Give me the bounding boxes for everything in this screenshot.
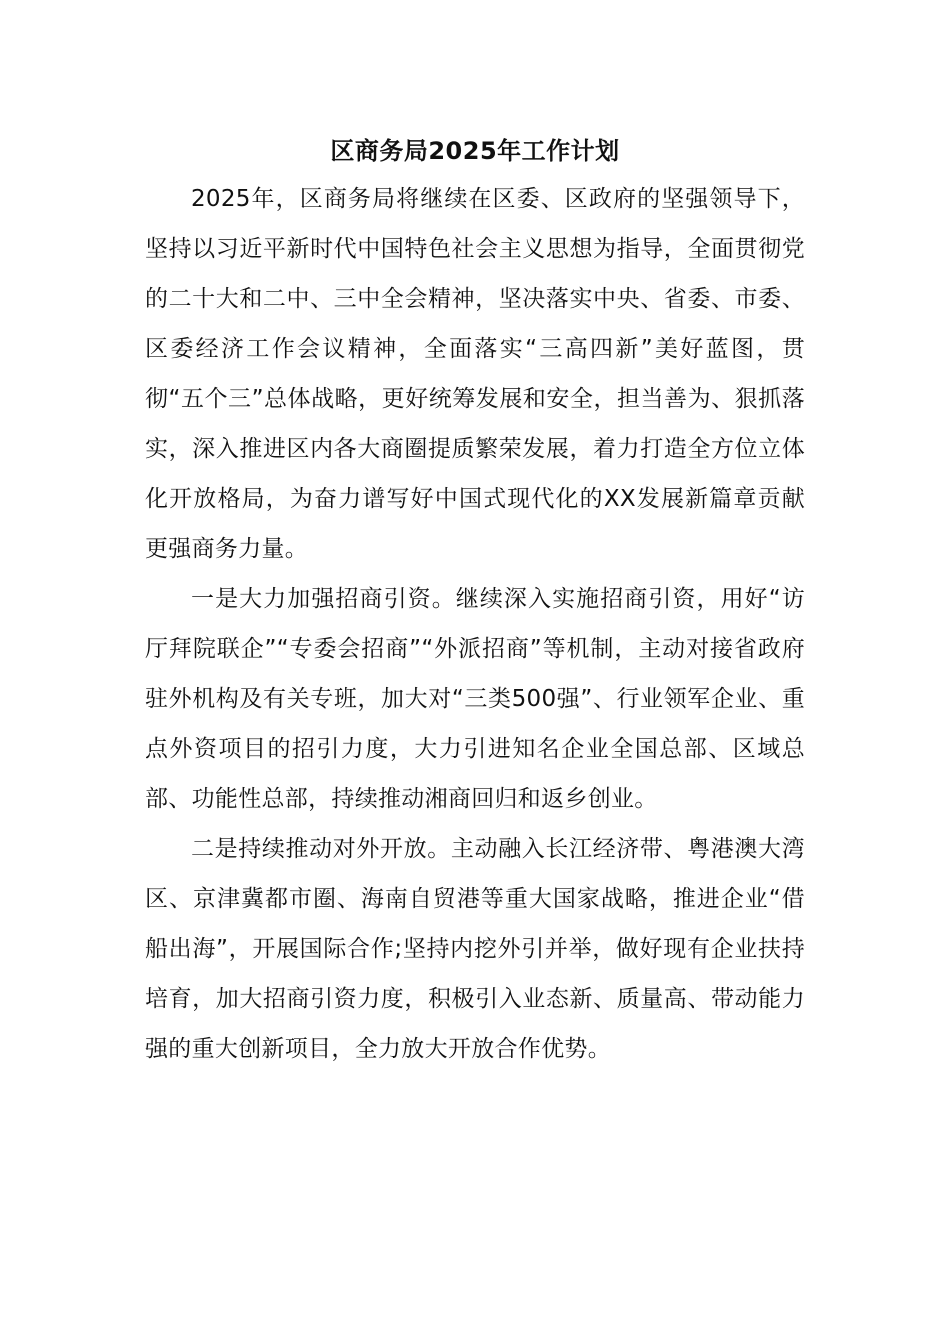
document-title: 区商务局2025年工作计划	[330, 137, 620, 165]
paragraph-intro: 2025年，区商务局将继续在区委、区政府的坚强领导下，坚持以习近平新时代中国特色社会主义思想为指导，全面贯彻党的二十大和二中、三中全会精神，坚决落实中央、省委、市委、区委经济工作会议精神，全面落实“三高四新”美好蓝图，贯彻“五个三”总体战略，更好统筹发展和安全，担当善为、狠抓落实，深入推进区内各大商圈提质繁荣发展，着力打造全方位立体化开放格局，为奋力谱写好中国式现代化的XX发展新篇章贡献更强商务力量。	[145, 186, 805, 562]
paragraph-opening-up: 二是持续推动对外开放。主动融入长江经济带、粤港澳大湾区、京津冀都市圈、海南自贸港等重大国家战略，推进企业“借船出海”，开展国际合作;坚持内挖外引并举，做好现有企业扶持培育，加大招商引资力度，积极引入业态新、质量高、带动能力强的重大创新项目，全力放大开放合作优势。	[145, 836, 805, 1062]
paragraph-investment: 一是大力加强招商引资。继续深入实施招商引资，用好“访厅拜院联企”“专委会招商”“外派招商”等机制，主动对接省政府驻外机构及有关专班，加大对“三类500强”、行业领军企业、重点外资项目的招引力度，大力引进知名企业全国总部、区域总部、功能性总部，持续推动湘商回归和返乡创业。	[145, 586, 805, 812]
document-body	[145, 128, 805, 1074]
